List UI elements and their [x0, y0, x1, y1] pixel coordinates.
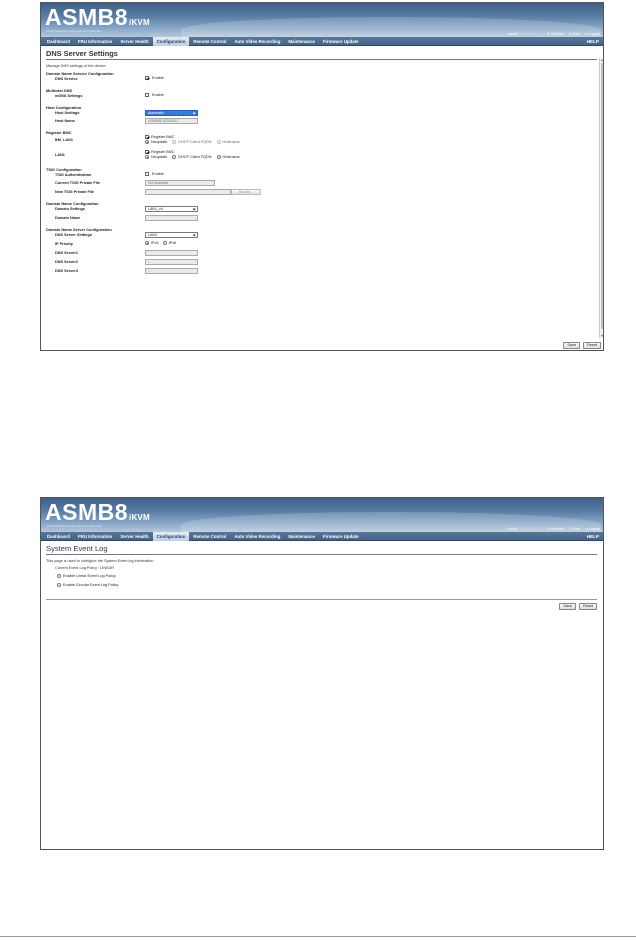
section-domain: Domain Name Configuration [46, 201, 99, 206]
linear-policy-option [57, 574, 597, 578]
vertical-scrollbar[interactable] [599, 58, 603, 338]
domain-settings-select[interactable]: LAN1_v4 [145, 206, 198, 212]
lan1-dhcp-label: DHCP Client FQDN [178, 155, 212, 159]
current-tsig-input: Not Available [145, 180, 215, 186]
host-name-input[interactable]: ASMB8E1E2A301C [145, 118, 198, 124]
bm-lan1-hostname-radio[interactable] [217, 140, 221, 144]
tab-configuration[interactable]: Configuration [153, 37, 190, 46]
tab-fru-information[interactable]: FRU Information [77, 38, 113, 44]
lan1-nsupdate-label: Nsupdate [151, 155, 168, 159]
user-icon: • [505, 527, 507, 531]
sel-content [41, 541, 603, 610]
bm-lan1-nsupdate-label: Nsupdate [151, 140, 168, 144]
dns-server-settings-select[interactable]: LAN1 [145, 232, 198, 238]
bm-lan1-dhcp-radio[interactable] [172, 140, 176, 144]
divider [46, 599, 597, 600]
refresh-link[interactable]: ⟳ Refresh [547, 527, 564, 531]
ipv4-radio[interactable] [145, 241, 149, 245]
user-icon: • [505, 32, 507, 36]
circular-policy-option [57, 583, 597, 587]
row-domain-settings [46, 206, 597, 215]
section-dns-service: Domain Name Service Configuration [46, 71, 114, 76]
row-mdns [46, 93, 597, 101]
tab-auto-video-recording[interactable]: Auto Video Recording [234, 38, 281, 44]
page-title: DNS Server Settings [46, 49, 597, 60]
header-banner [41, 498, 603, 532]
linear-policy-label: Enable Linear Event Log Policy [63, 574, 116, 578]
bm-lan1-register-label: Register BMC [151, 135, 175, 139]
lan1-dhcp-radio[interactable] [172, 155, 176, 159]
dns-service-enable-label: Enable [152, 76, 164, 80]
ipv6-label: IPv6 [168, 241, 177, 245]
mdns-enable-label: Enable [152, 93, 164, 97]
row-host-settings [46, 110, 597, 118]
logo: ASMB8iKVM [45, 4, 150, 30]
page-description: Manage DNS settings of the device. [46, 64, 107, 68]
dns-actions [563, 342, 601, 349]
dns-service-checkbox[interactable] [145, 76, 149, 80]
bm-lan1-nsupdate-radio[interactable] [145, 140, 149, 144]
section-register-bmc: Register BMC [46, 130, 72, 135]
print-link[interactable]: ⎙ Print [568, 527, 580, 531]
user-bar [505, 32, 600, 36]
dns-service-label: DNS Service [55, 77, 78, 81]
lan1-nsupdate-radio[interactable] [145, 155, 149, 159]
scroll-up-icon[interactable] [601, 59, 603, 61]
tab-firmware-update[interactable]: Firmware Update [323, 38, 359, 44]
refresh-link[interactable]: ⟳ Refresh [547, 32, 564, 36]
tsig-auth-checkbox[interactable] [145, 172, 149, 176]
dns-server-settings-label: DNS Server Settings [55, 233, 92, 237]
tab-remote-control[interactable]: Remote Control [193, 38, 227, 44]
reset-button[interactable]: Reset [579, 603, 597, 610]
bm-lan1-label: BM_LAN1 [55, 138, 73, 142]
save-button[interactable]: Save [559, 603, 576, 610]
username: admin [507, 527, 518, 531]
tab-server-health[interactable]: Server Health [120, 38, 149, 44]
row-dns-service [46, 76, 597, 84]
circular-policy-label: Enable Circular Event Log Policy [63, 583, 119, 587]
row-lan1 [46, 150, 597, 162]
dns-server2-label: DNS Server2 [55, 260, 79, 264]
dns-server3-label: DNS Server3 [55, 269, 79, 273]
new-tsig-label: New TSIG Private File [55, 190, 95, 194]
print-link[interactable]: ⎙ Print [568, 32, 580, 36]
section-dns-server: Domain Name Server Configuration [46, 227, 112, 232]
tab-server-health[interactable]: Server Health [120, 533, 149, 539]
logo-tagline: ASUS Baseboard Management Controller [46, 524, 102, 528]
page-title: System Event Log [46, 544, 597, 555]
row-dns-server2 [46, 259, 597, 268]
user-role: (Administrator) [518, 527, 543, 531]
section-tsig: TSIG Configuration [46, 167, 82, 172]
header-banner [41, 3, 603, 37]
ipv6-radio[interactable] [163, 241, 167, 245]
bm-lan1-dhcp-label: DHCP Client FQDN [178, 140, 212, 144]
bm-lan1-register-checkbox[interactable] [145, 135, 149, 139]
dns-server2-input[interactable]: :: [145, 259, 198, 265]
host-settings-label: Host Settings [55, 111, 80, 115]
dns-settings-screenshot [40, 2, 604, 351]
section-mdns: Multicast DNS [46, 88, 73, 93]
lan1-register-label: Register BMC [151, 150, 175, 154]
tsig-enable-label: Enable [152, 172, 164, 176]
logo-tagline: ASUS Baseboard Management Controller [46, 29, 102, 33]
row-dns-server3 [46, 268, 597, 277]
username: admin [507, 32, 518, 36]
row-dns-server-settings [46, 232, 597, 241]
browse-button[interactable]: Browse... [231, 189, 261, 195]
domain-name-input[interactable] [145, 215, 198, 221]
logout-link[interactable]: ➜ Logout [584, 32, 600, 36]
main-nav [41, 532, 603, 541]
logout-link[interactable]: ➜ Logout [584, 527, 600, 531]
current-policy: Current Event Log Policy : LINEAR [55, 566, 114, 570]
ipv4-label: IPv4 [151, 241, 159, 245]
row-bm-lan1 [46, 135, 597, 147]
dns-server1-input[interactable] [145, 250, 198, 256]
tab-firmware-update[interactable]: Firmware Update [323, 533, 359, 539]
mdns-label: mDNS Settings [55, 94, 83, 98]
lan1-label: LAN1 [55, 153, 65, 157]
page-footer-rule [0, 936, 636, 937]
reset-button[interactable]: Reset [583, 342, 601, 349]
lan1-register-checkbox[interactable] [145, 150, 149, 154]
tab-maintenance[interactable]: Maintenance [288, 38, 315, 44]
tab-remote-control[interactable]: Remote Control [193, 533, 227, 539]
tab-auto-video-recording[interactable]: Auto Video Recording [234, 533, 281, 539]
tsig-auth-label: TSIG Authentication [55, 173, 92, 177]
row-host-name [46, 118, 597, 126]
dns-server3-input[interactable]: :: [145, 268, 198, 274]
page-description: This page is used to configure the System Event log information. [46, 559, 155, 563]
dns-server1-label: DNS Server1 [55, 251, 79, 255]
help-link[interactable]: HELP [586, 534, 599, 539]
ip-priority-label: IP Priority [55, 242, 73, 246]
sel-actions [46, 603, 597, 610]
circular-policy-radio[interactable] [57, 583, 61, 587]
user-bar [505, 527, 600, 531]
user-role: (Administrator) [518, 32, 543, 36]
domain-name-label: Domain Name [55, 216, 81, 220]
tab-maintenance[interactable]: Maintenance [288, 533, 315, 539]
linear-policy-radio[interactable] [57, 574, 61, 578]
row-ip-priority [46, 241, 597, 250]
scroll-thumb[interactable] [601, 63, 604, 329]
host-name-label: Host Name [55, 119, 75, 123]
row-current-tsig [46, 180, 597, 189]
row-domain-name [46, 215, 597, 223]
logo: ASMB8iKVM [45, 499, 150, 525]
host-settings-select[interactable]: Automatic [145, 110, 198, 116]
tab-configuration[interactable]: Configuration [153, 532, 190, 541]
tab-dashboard[interactable]: Dashboard [47, 38, 70, 44]
bm-lan1-hostname-label: Hostname [222, 140, 240, 144]
mdns-checkbox[interactable] [145, 93, 149, 97]
lan1-hostname-radio[interactable] [217, 155, 221, 159]
current-tsig-label: Current TSIG Private File [55, 181, 100, 185]
lan1-hostname-label: Hostname [222, 155, 240, 159]
tab-fru-information[interactable]: FRU Information [77, 533, 113, 539]
row-new-tsig [46, 189, 597, 197]
save-button[interactable]: Save [563, 342, 580, 349]
domain-settings-label: Domain Settings [55, 207, 85, 211]
section-host: Host Configuration [46, 105, 82, 110]
tab-dashboard[interactable]: Dashboard [47, 533, 70, 539]
row-dns-server1 [46, 250, 597, 259]
help-link[interactable]: HELP [586, 39, 599, 44]
main-nav [41, 37, 603, 46]
dns-content [41, 46, 603, 277]
scroll-down-icon[interactable] [601, 335, 603, 337]
new-tsig-file-input [145, 189, 231, 195]
row-tsig-auth [46, 172, 597, 180]
system-event-log-screenshot [40, 497, 604, 850]
